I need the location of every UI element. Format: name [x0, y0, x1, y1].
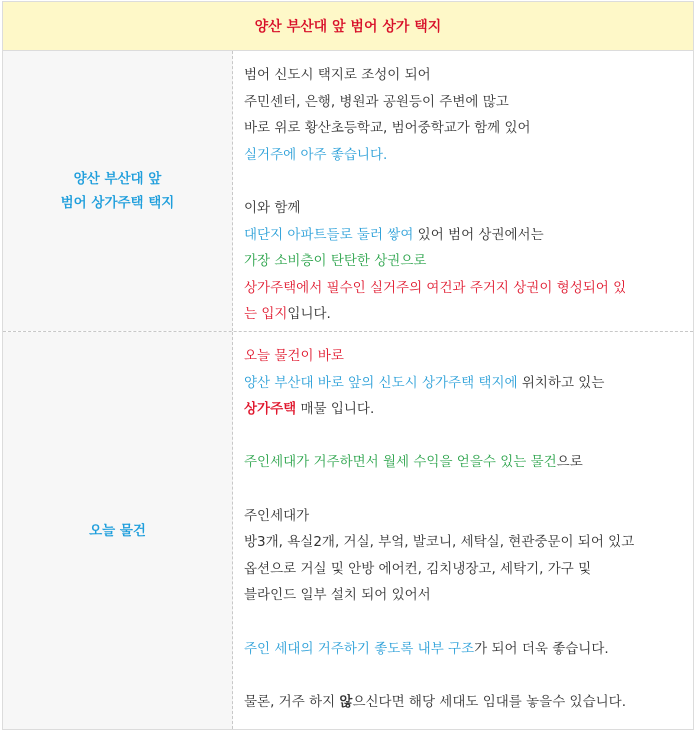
text-line: 상가주택에서 필수인 실거주의 여건과 주거지 상권이 형성되어 있 — [244, 279, 627, 296]
text-line: 범어 신도시 택지로 조성이 되어 — [244, 67, 431, 83]
spacer — [244, 168, 693, 195]
text-span: 으로 — [556, 454, 583, 471]
row-content-cell — [233, 332, 693, 729]
text-span: 매물 입니다. — [296, 401, 375, 418]
text-line: 가장 소비층이 탄탄한 상권으로 — [244, 253, 427, 270]
text-span: 상가주택 — [244, 401, 297, 418]
table-row — [3, 51, 693, 332]
text-span: 는 입지 — [244, 306, 288, 323]
spacer — [244, 609, 693, 636]
text-span: 물론, 거주 하지 — [244, 693, 340, 710]
text-line: 이와 함께 — [244, 199, 301, 216]
text-line: 주민센터, 은행, 병원과 공원등이 주변에 많고 — [244, 93, 509, 110]
text-span: 위치하고 있는 — [517, 374, 605, 391]
row-label: 오늘 물건 — [89, 522, 146, 539]
text-span: 주인세대가 거주하면서 월세 수익을 얻을수 있는 물건 — [244, 454, 557, 471]
text-line: 바로 위로 황산초등학교, 범어중학교가 함께 있어 — [244, 120, 531, 137]
row-label-cell — [3, 332, 233, 729]
spacer — [244, 476, 693, 503]
row-label-line-2: 범어 상가주택 택지 — [60, 195, 175, 211]
table-header — [3, 2, 693, 51]
text-span: 가 되어 더욱 좋습니다. — [474, 640, 609, 657]
text-line — [244, 301, 693, 328]
property-info-table — [2, 1, 694, 730]
text-line: 방3개, 욕실2개, 거실, 부엌, 발코니, 세탁실, 현관중문이 되어 있고 — [244, 534, 635, 551]
row-label-line-1: 양산 부산대 앞 — [73, 171, 162, 187]
text-line: 오늘 물건이 바로 — [244, 348, 344, 364]
page-title: 양산 부산대 앞 범어 상가 택지 — [254, 19, 442, 35]
text-span: 입니다. — [287, 306, 331, 323]
spacer — [244, 423, 693, 450]
text-span: 있어 범어 상권에서는 — [413, 226, 544, 243]
text-line — [244, 222, 693, 249]
text-span: 주인 세대의 거주하기 좋도록 내부 구조 — [244, 640, 475, 657]
table-row — [3, 332, 693, 729]
text-line: 실거주에 아주 좋습니다. — [244, 146, 388, 163]
text-line — [244, 396, 693, 423]
text-line: 옵션으로 거실 및 안방 에어컨, 김치냉장고, 세탁기, 가구 및 — [244, 560, 592, 577]
text-line — [244, 449, 693, 476]
text-span: 으신다면 해당 세대도 임대를 놓을수 있습니다. — [352, 693, 626, 710]
text-line: 블라인드 일부 설치 되어 있어서 — [244, 587, 431, 604]
spacer — [244, 662, 693, 689]
row-content-cell — [233, 51, 693, 331]
text-span: 양산 부산대 바로 앞의 신도시 상가주택 택지에 — [244, 374, 518, 391]
row-label-cell — [3, 51, 233, 331]
text-span: 대단지 아파트들로 둘러 쌓여 — [244, 226, 414, 243]
text-line — [244, 636, 693, 663]
text-line: 주인세대가 — [244, 507, 310, 524]
text-line — [244, 689, 693, 716]
text-line — [244, 370, 693, 397]
text-span: 않 — [339, 693, 353, 710]
